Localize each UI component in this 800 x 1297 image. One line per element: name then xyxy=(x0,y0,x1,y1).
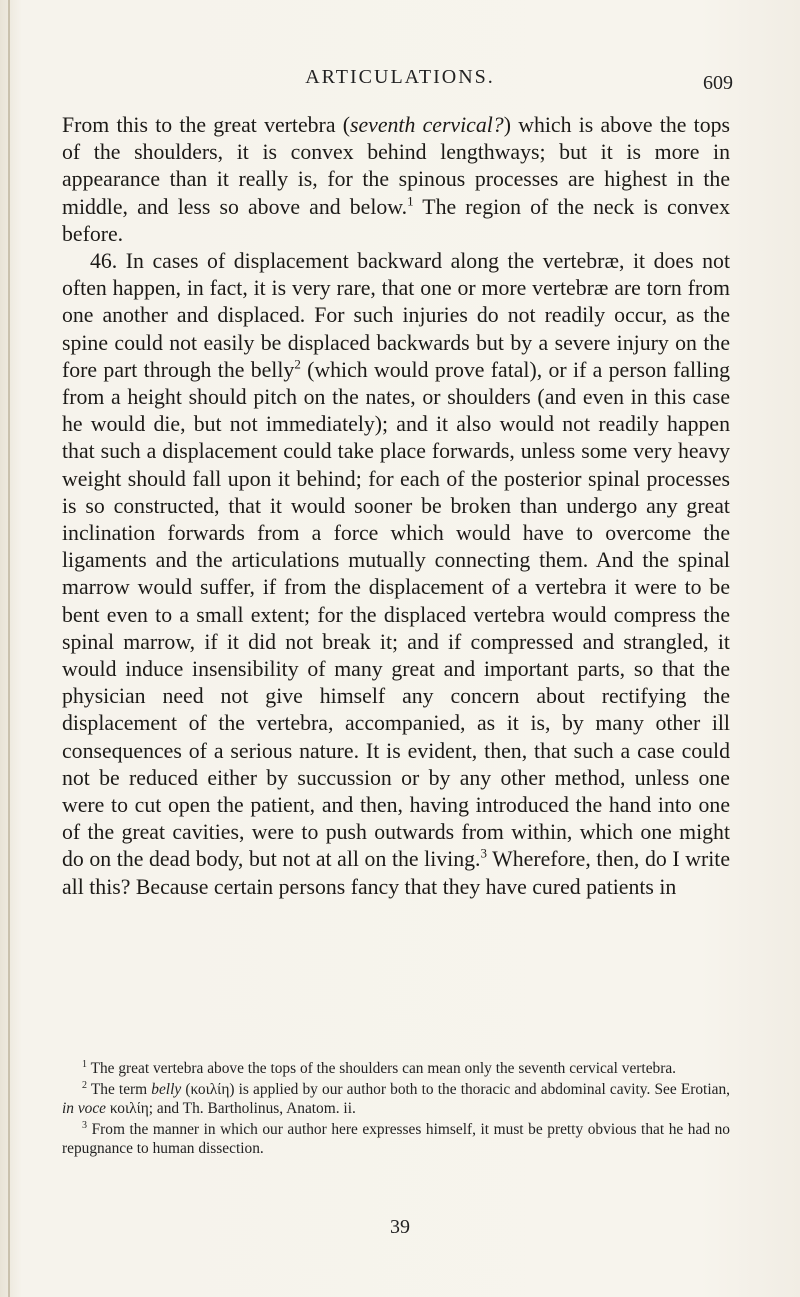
footnote-ref: 2 xyxy=(294,356,301,372)
footnotes xyxy=(62,1060,730,1161)
paragraph: 46. In cases of displacement backward along the vertebræ, it does not often happen, in fact, it is very rare, that one or more vertebræ are torn from one another and displaced. For such injuries do not readily occur, as the spine could not easily be displaced backwards but by a severe injury on the fore part through the belly$^2$ (which would prove fatal), or if a person falling from a height should pitch on the nates, or shoulders (and even in this case he would die, but not immediately); and it also would not readily happen that such a displacement could take place forwards, unless some very heavy weight should fall upon it behind; for each of the posterior spinal processes is so constructed, that it would sooner be broken than undergo any great inclination forwards from a force which would have to overcome the ligaments and the articulations mutually connecting them. And the spinal marrow would suffer, if from the displacement of a vertebra it were to be bent even to a small extent; for the displaced vertebra would compress the spinal marrow, if it did not break it; and if compressed and strangled, it would induce insensibility of many great and important parts, so that the physician need not give himself any concern about rectifying the displacement of the vertebra, accompanied, as it is, by many other ill consequences of a serious nature. It is evident, then, that such a case could not be reduced either by succussion or by any other method, unless one were to cut open the patient, and then, having introduced the hand into one of the great cavities, were to push outwards from within, which one might do on the dead body, but not at all on the living.$^3$ Wherefore, then, do I write all this? Because certain persons fancy that they have cured patients in xyxy=(62,249,730,899)
paragraph: From this to the great vertebra (seventh cervical?) which is above the tops of the shoulders, it is convex behind lengthways; but it is more in appearance than it really is, for the spinous processes are highest in the middle, and less so above and below.$^1$ The region of the neck is convex before. xyxy=(62,113,731,246)
footnote-number: 2 xyxy=(82,1080,87,1092)
footnote: $^1$ The great vertebra above the tops of the shoulders can mean only the seventh cervical vertebra. xyxy=(82,1058,677,1077)
footnote-number: 3 xyxy=(82,1120,87,1132)
running-head: ARTICULATIONS. xyxy=(305,66,495,88)
page-number: 609 xyxy=(703,72,733,94)
italic-text: seventh cervical? xyxy=(350,113,504,137)
body-text xyxy=(62,112,730,901)
footnote: $^3$ From the manner in which our author here expresses himself, it must be pretty obvious that he had no repugnance to human dissection. xyxy=(62,1120,730,1157)
footnote: $^2$ The term belly (κοιλίη) is applied by our author both to the thoracic and abdominal cavity. See Erotian, in voce κοιλίη; and Th. Bartholinus, Anatom. ii. xyxy=(62,1080,730,1117)
gutter-shadow xyxy=(8,0,10,1297)
footnote-ref: 3 xyxy=(480,846,487,862)
signature-mark: 39 xyxy=(390,1216,410,1238)
footnote-ref: 1 xyxy=(407,193,414,209)
footnote-number: 1 xyxy=(82,1058,87,1070)
